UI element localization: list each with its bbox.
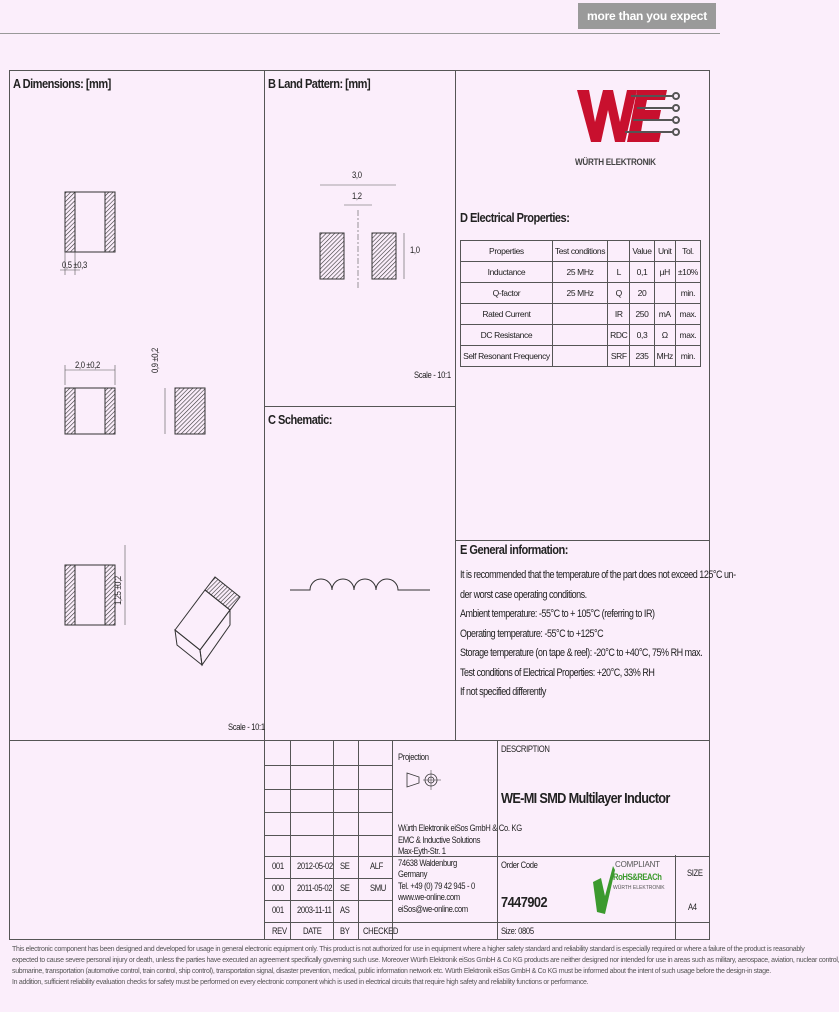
table-row [461, 304, 701, 325]
tb-hline-1 [264, 765, 392, 766]
general-line: Test conditions of Electrical Properties: +20°C, 33% RH [460, 666, 655, 679]
table-cell: max. [675, 304, 700, 325]
general-line: Ambient temperature: -55°C to + 105°C (referring to IR) [460, 608, 655, 620]
frame-bottom [9, 939, 710, 940]
tb-hline-3 [264, 812, 392, 813]
tagline-text: more than you expect [586, 9, 708, 23]
table-cell: min. [675, 283, 700, 304]
company-line: www.we-online.com [398, 892, 460, 902]
tb-hline-7 [264, 900, 392, 901]
by-header: BY [340, 926, 350, 936]
table-cell: ±10% [675, 262, 700, 283]
date-cell: 2003-11-11 [297, 905, 332, 915]
header-cell: Properties [461, 241, 553, 262]
order-code-value: 7447902 [501, 894, 548, 911]
tb-vline-3 [358, 740, 359, 940]
header-cell: Unit [654, 241, 675, 262]
table-cell: Ω [654, 325, 675, 346]
company-line: Tel. +49 (0) 79 42 945 - 0 [398, 880, 475, 891]
table-cell: 0,3 [630, 325, 654, 346]
table-cell: Inductance [461, 262, 553, 283]
dim-width-label: 0,5 ±0,3 [62, 260, 87, 270]
page-format: A4 [688, 902, 697, 912]
general-line: If not specified differently [460, 686, 546, 698]
section-title-general: E General information: [460, 542, 568, 557]
table-cell: 250 [630, 304, 654, 325]
table-cell: IR [608, 304, 630, 325]
rohs-reach-text: RoHS&REACh [613, 872, 662, 882]
dims-scale: Scale - 10:1 [228, 722, 265, 732]
general-line: der worst case operating conditions. [460, 588, 587, 601]
table-row [461, 283, 701, 304]
checked-cell: SMU [370, 883, 386, 893]
tb-hline-4 [264, 835, 392, 836]
company-line: eiSos@we-online.com [398, 903, 468, 914]
footer-line: submarine, transportation (automotive control, train control, ship control), transportation signal, disaster prevention, medical, public information network etc. Würth Elektronik eiSos GmbH & Co KG must be informed about the intent of such usage before the design-in stage. [12, 968, 771, 975]
we-logo-icon [575, 82, 685, 152]
header-cell: Value [630, 241, 654, 262]
date-cell: 2011-05-02 [297, 883, 333, 893]
land-width-total: 3,0 [352, 170, 362, 180]
table-cell [552, 304, 607, 325]
company-line: 74638 Waldenburg [398, 857, 457, 868]
land-gap: 1,2 [352, 191, 362, 201]
table-cell: 20 [630, 283, 654, 304]
table-row [461, 262, 701, 283]
table-cell: MHz [654, 346, 675, 367]
table-row [461, 325, 701, 346]
divider-b-c [264, 406, 456, 407]
table-cell: L [608, 262, 630, 283]
section-title-dimensions: A Dimensions: [mm] [13, 76, 111, 91]
rev-cell: 001 [272, 905, 284, 915]
company-line: EMC & Inductive Solutions [398, 834, 481, 845]
dim-depth-label: 1,25 ±0,2 [113, 576, 123, 605]
section-title-land-pattern: B Land Pattern: [mm] [268, 76, 371, 91]
land-pattern-drawing [300, 170, 440, 290]
header-cell: Test conditions [552, 241, 607, 262]
table-cell: Q [608, 283, 630, 304]
rev-cell: 001 [272, 861, 284, 871]
footer-line: In addition, sufficient reliability evaluation checks for safety must be performed on every electronic component which is used in electrical circuits that require high safety and reliability functions or performance. [12, 979, 589, 986]
tb-hline-6 [264, 878, 392, 879]
tb-vline-1 [290, 740, 291, 940]
table-cell [552, 325, 607, 346]
order-code-label: Order Code [501, 860, 538, 870]
description-label: DESCRIPTION [501, 744, 550, 754]
by-cell: SE [340, 883, 350, 893]
table-cell: Self Resonant Frequency [461, 346, 553, 367]
general-line: It is recommended that the temperature of the part does not exceed 125°C un- [460, 569, 736, 581]
by-cell: AS [340, 905, 350, 915]
company-line: Max-Eyth-Str. 1 [398, 846, 446, 856]
frame-top [9, 70, 710, 71]
projection-symbol-icon [405, 765, 445, 795]
checked-cell: ALF [370, 861, 384, 871]
footer-line: This electronic component has been designed and developed for usage in general electronic equipment only. This product is not authorized for use in equipment where a higher safety standard and reliability standard is especially required or where a failure of the product is reasonably [12, 946, 805, 953]
dim-length-label: 2,0 ±0,2 [75, 360, 100, 370]
table-cell: Rated Current [461, 304, 553, 325]
checkmark-icon [593, 862, 615, 916]
by-cell: SE [340, 861, 350, 871]
product-title: WE-MI SMD Multilayer Inductor [501, 790, 670, 807]
company-line: Würth Elektronik eiSos GmbH & Co. KG [398, 823, 522, 833]
schematic-inductor [290, 560, 440, 600]
table-cell: max. [675, 325, 700, 346]
projection-label: Projection [398, 752, 429, 762]
land-height: 1,0 [410, 245, 420, 255]
tb-hline-8 [264, 922, 710, 923]
table-cell: 25 MHz [552, 262, 607, 283]
tagline-banner [578, 3, 716, 29]
date-header: DATE [303, 926, 322, 936]
table-cell: DC Resistance [461, 325, 553, 346]
table-cell [552, 346, 607, 367]
rev-cell: 000 [272, 883, 284, 893]
land-scale: Scale - 10:1 [414, 370, 451, 380]
table-cell: RDC [608, 325, 630, 346]
checked-header: CHECKED [363, 926, 399, 936]
tb-vline-6 [675, 855, 676, 940]
we-small-text: WÜRTH ELEKTRONIK [613, 885, 665, 891]
table-row [461, 346, 701, 367]
table-cell: mA [654, 304, 675, 325]
dim-height-label: 0,9 ±0,2 [150, 348, 160, 373]
table-header-row [461, 241, 701, 262]
tb-vline-4 [392, 740, 393, 940]
footer-disclaimer [12, 944, 839, 988]
rev-header: REV [272, 926, 287, 936]
table-cell: 25 MHz [552, 283, 607, 304]
general-line: Operating temperature: -55°C to +125°C [460, 627, 604, 640]
header-cell: Tol. [675, 241, 700, 262]
date-cell: 2012-05-02 [297, 861, 333, 871]
frame-left [9, 70, 10, 940]
section-title-schematic: C Schematic: [268, 412, 332, 427]
tb-vline-2 [333, 740, 334, 940]
table-cell: µH [654, 262, 675, 283]
rohs-badge [593, 860, 673, 916]
table-cell [654, 283, 675, 304]
frame-right [709, 70, 710, 940]
divider-title-block [9, 740, 710, 741]
size-label: Size: 0805 [501, 926, 534, 936]
table-cell: 235 [630, 346, 654, 367]
company-line: Germany [398, 869, 428, 879]
footer-line: expected to cause severe personal injury or death, unless the parties have executed an agreement specifically governing such use. Moreover Würth Elektronik eiSos GmbH & Co KG products are neither designed nor intended for use in areas such as military, aerospace, aviation, nuclear control, [12, 957, 839, 964]
tb-vline-left [264, 740, 265, 940]
brand-name: WÜRTH ELEKTRONIK [575, 157, 656, 167]
table-cell: Q-factor [461, 283, 553, 304]
general-information [460, 566, 736, 703]
table-cell: 0,1 [630, 262, 654, 283]
header-cell [608, 241, 630, 262]
general-line: Storage temperature (on tape & reel): -20°C to +40°C, 75% RH max. [460, 647, 703, 659]
compliant-text: COMPLIANT [615, 860, 660, 869]
table-cell: SRF [608, 346, 630, 367]
electrical-properties-table [460, 240, 701, 367]
section-title-electrical: D Electrical Properties: [460, 210, 570, 225]
divider-b-d [455, 70, 456, 740]
wurth-logo [575, 82, 685, 172]
divider-d-e [455, 540, 710, 541]
header-rule [0, 33, 720, 34]
size-column-label: SIZE [687, 868, 703, 878]
table-cell: min. [675, 346, 700, 367]
tb-hline-2 [264, 789, 392, 790]
